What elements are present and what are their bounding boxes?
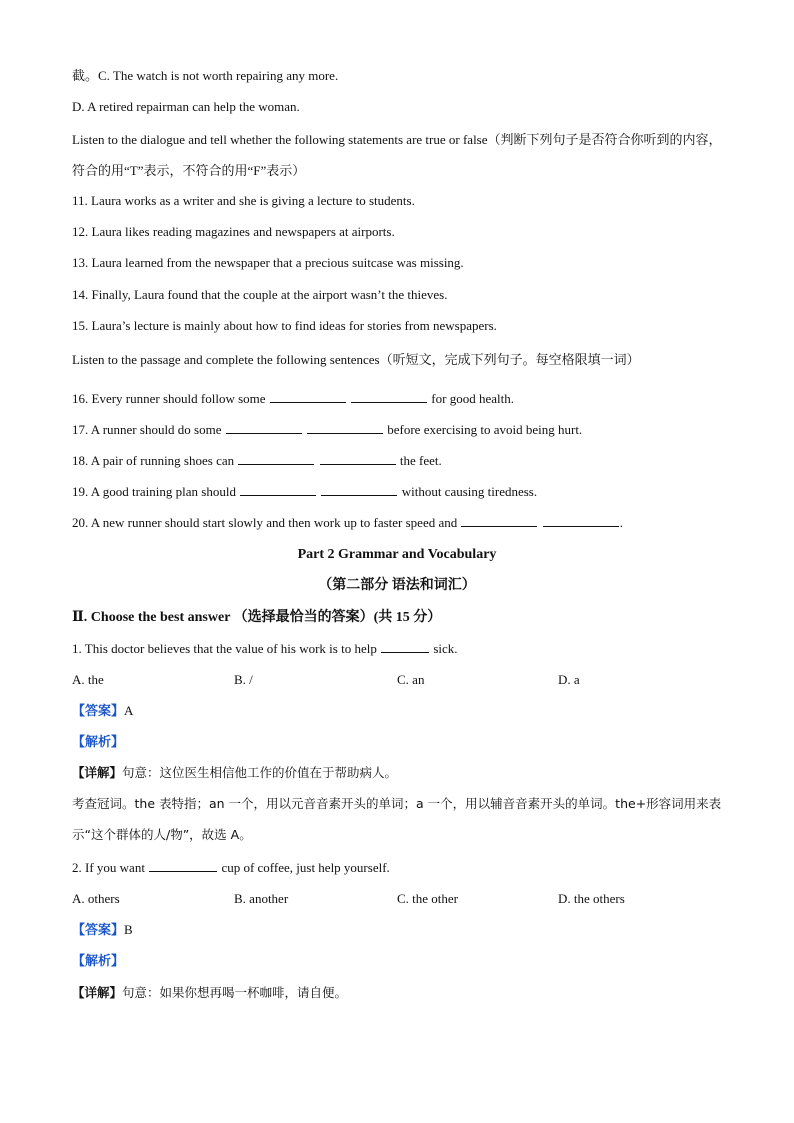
option-d[interactable]: D. a <box>558 672 580 687</box>
fill-item-text: 19. A good training plan should <box>72 484 236 499</box>
fill-item-text: 18. A pair of running shoes can <box>72 453 235 468</box>
answer-blank[interactable] <box>270 391 346 403</box>
fill-item-text: the feet. <box>399 453 442 468</box>
text-line: D. A retired repairman can help the woman. <box>72 99 300 114</box>
fill-item <box>72 515 623 531</box>
tf-instruction: Listen to the dialogue and tell whether the following statements are true or false（判断下列句子是否符合你听到的内容，符合的用“T”表示，不符合的用“F”表示） <box>72 132 722 178</box>
detail-text: 句意：如果你想再喝一杯咖啡，请自便。 <box>122 985 348 1000</box>
fill-item-text: 20. A new runner should start slowly and then work up to faster speed and <box>72 515 458 530</box>
fill-item <box>72 391 514 407</box>
detail-tag: 【详解】 <box>72 985 123 1000</box>
answer-value: A <box>124 703 134 718</box>
option-a[interactable]: A. others <box>72 891 120 906</box>
option-c[interactable]: C. the other <box>397 891 459 906</box>
question-stem <box>72 641 458 657</box>
answer-line <box>72 703 133 720</box>
question-text: 1. This doctor believes that the value of his work is to help <box>72 641 377 656</box>
tf-item: 13. Laura learned from the newspaper that a precious suitcase was missing. <box>72 255 464 270</box>
answer-blank[interactable] <box>240 484 316 496</box>
analysis-line <box>72 953 124 970</box>
tf-item: 12. Laura likes reading magazines and newspapers at airports. <box>72 224 395 239</box>
answer-line <box>72 922 133 939</box>
detail-line <box>72 765 397 781</box>
explanation-text: 考查冠词。the 表特指；an 一个，用以元音音素开头的单词；a 一个，用以辅音音素开头的单词。the+形容词用来表示“这个群体的人/物”，故选 A。 <box>72 796 722 842</box>
analysis-tag: 【解析】 <box>72 735 125 750</box>
option-b[interactable]: B. another <box>234 891 289 906</box>
part-subtitle: （第二部分 语法和词汇） <box>318 578 476 593</box>
answer-blank[interactable] <box>321 484 397 496</box>
fill-item-text: without causing tiredness. <box>401 484 538 499</box>
section-heading: Ⅱ. Choose the best answer （选择最恰当的答案）(共 15 分） <box>72 610 442 625</box>
answer-blank[interactable] <box>543 515 619 527</box>
answer-blank[interactable] <box>320 453 396 465</box>
option-a[interactable]: A. the <box>72 672 104 687</box>
option-d[interactable]: D. the others <box>558 891 625 906</box>
answer-blank[interactable] <box>461 515 537 527</box>
part-title: Part 2 Grammar and Vocabulary <box>297 547 497 562</box>
answer-blank[interactable] <box>351 391 427 403</box>
answer-blank[interactable] <box>149 860 217 872</box>
fill-item-text: before exercising to avoid being hurt. <box>387 422 583 437</box>
answer-blank[interactable] <box>238 453 314 465</box>
analysis-tag: 【解析】 <box>72 954 125 969</box>
question-text: sick. <box>433 641 458 656</box>
fill-item-text: 16. Every runner should follow some <box>72 391 266 406</box>
fill-item-text: . <box>619 515 623 530</box>
fill-instruction: Listen to the passage and complete the following sentences（听短文，完成下列句子。每空格限填一词） <box>72 352 640 367</box>
fill-item <box>72 453 442 469</box>
answer-blank[interactable] <box>307 422 383 434</box>
answer-tag: 【答案】 <box>72 704 125 719</box>
fill-item <box>72 484 537 500</box>
tf-item: 14. Finally, Laura found that the couple at the airport wasn’t the thieves. <box>72 287 448 302</box>
answer-blank[interactable] <box>226 422 302 434</box>
tf-item: 15. Laura’s lecture is mainly about how to find ideas for stories from newspapers. <box>72 318 497 333</box>
detail-line <box>72 985 347 1001</box>
detail-tag: 【详解】 <box>72 765 123 780</box>
fill-item <box>72 422 582 438</box>
tf-item: 11. Laura works as a writer and she is giving a lecture to students. <box>72 193 415 208</box>
answer-value: B <box>124 922 133 937</box>
fill-item-text: for good health. <box>431 391 514 406</box>
option-b[interactable]: B. / <box>234 672 253 687</box>
answer-tag: 【答案】 <box>72 923 125 938</box>
text-line: 截。C. The watch is not worth repairing any more. <box>72 68 339 83</box>
fill-item-text: 17. A runner should do some <box>72 422 222 437</box>
detail-text: 句意：这位医生相信他工作的价值在于帮助病人。 <box>122 765 398 780</box>
option-c[interactable]: C. an <box>397 672 425 687</box>
question-text: cup of coffee, just help yourself. <box>221 860 390 875</box>
analysis-line <box>72 734 124 751</box>
question-text: 2. If you want <box>72 860 145 875</box>
answer-blank[interactable] <box>381 641 429 653</box>
question-stem <box>72 860 390 876</box>
